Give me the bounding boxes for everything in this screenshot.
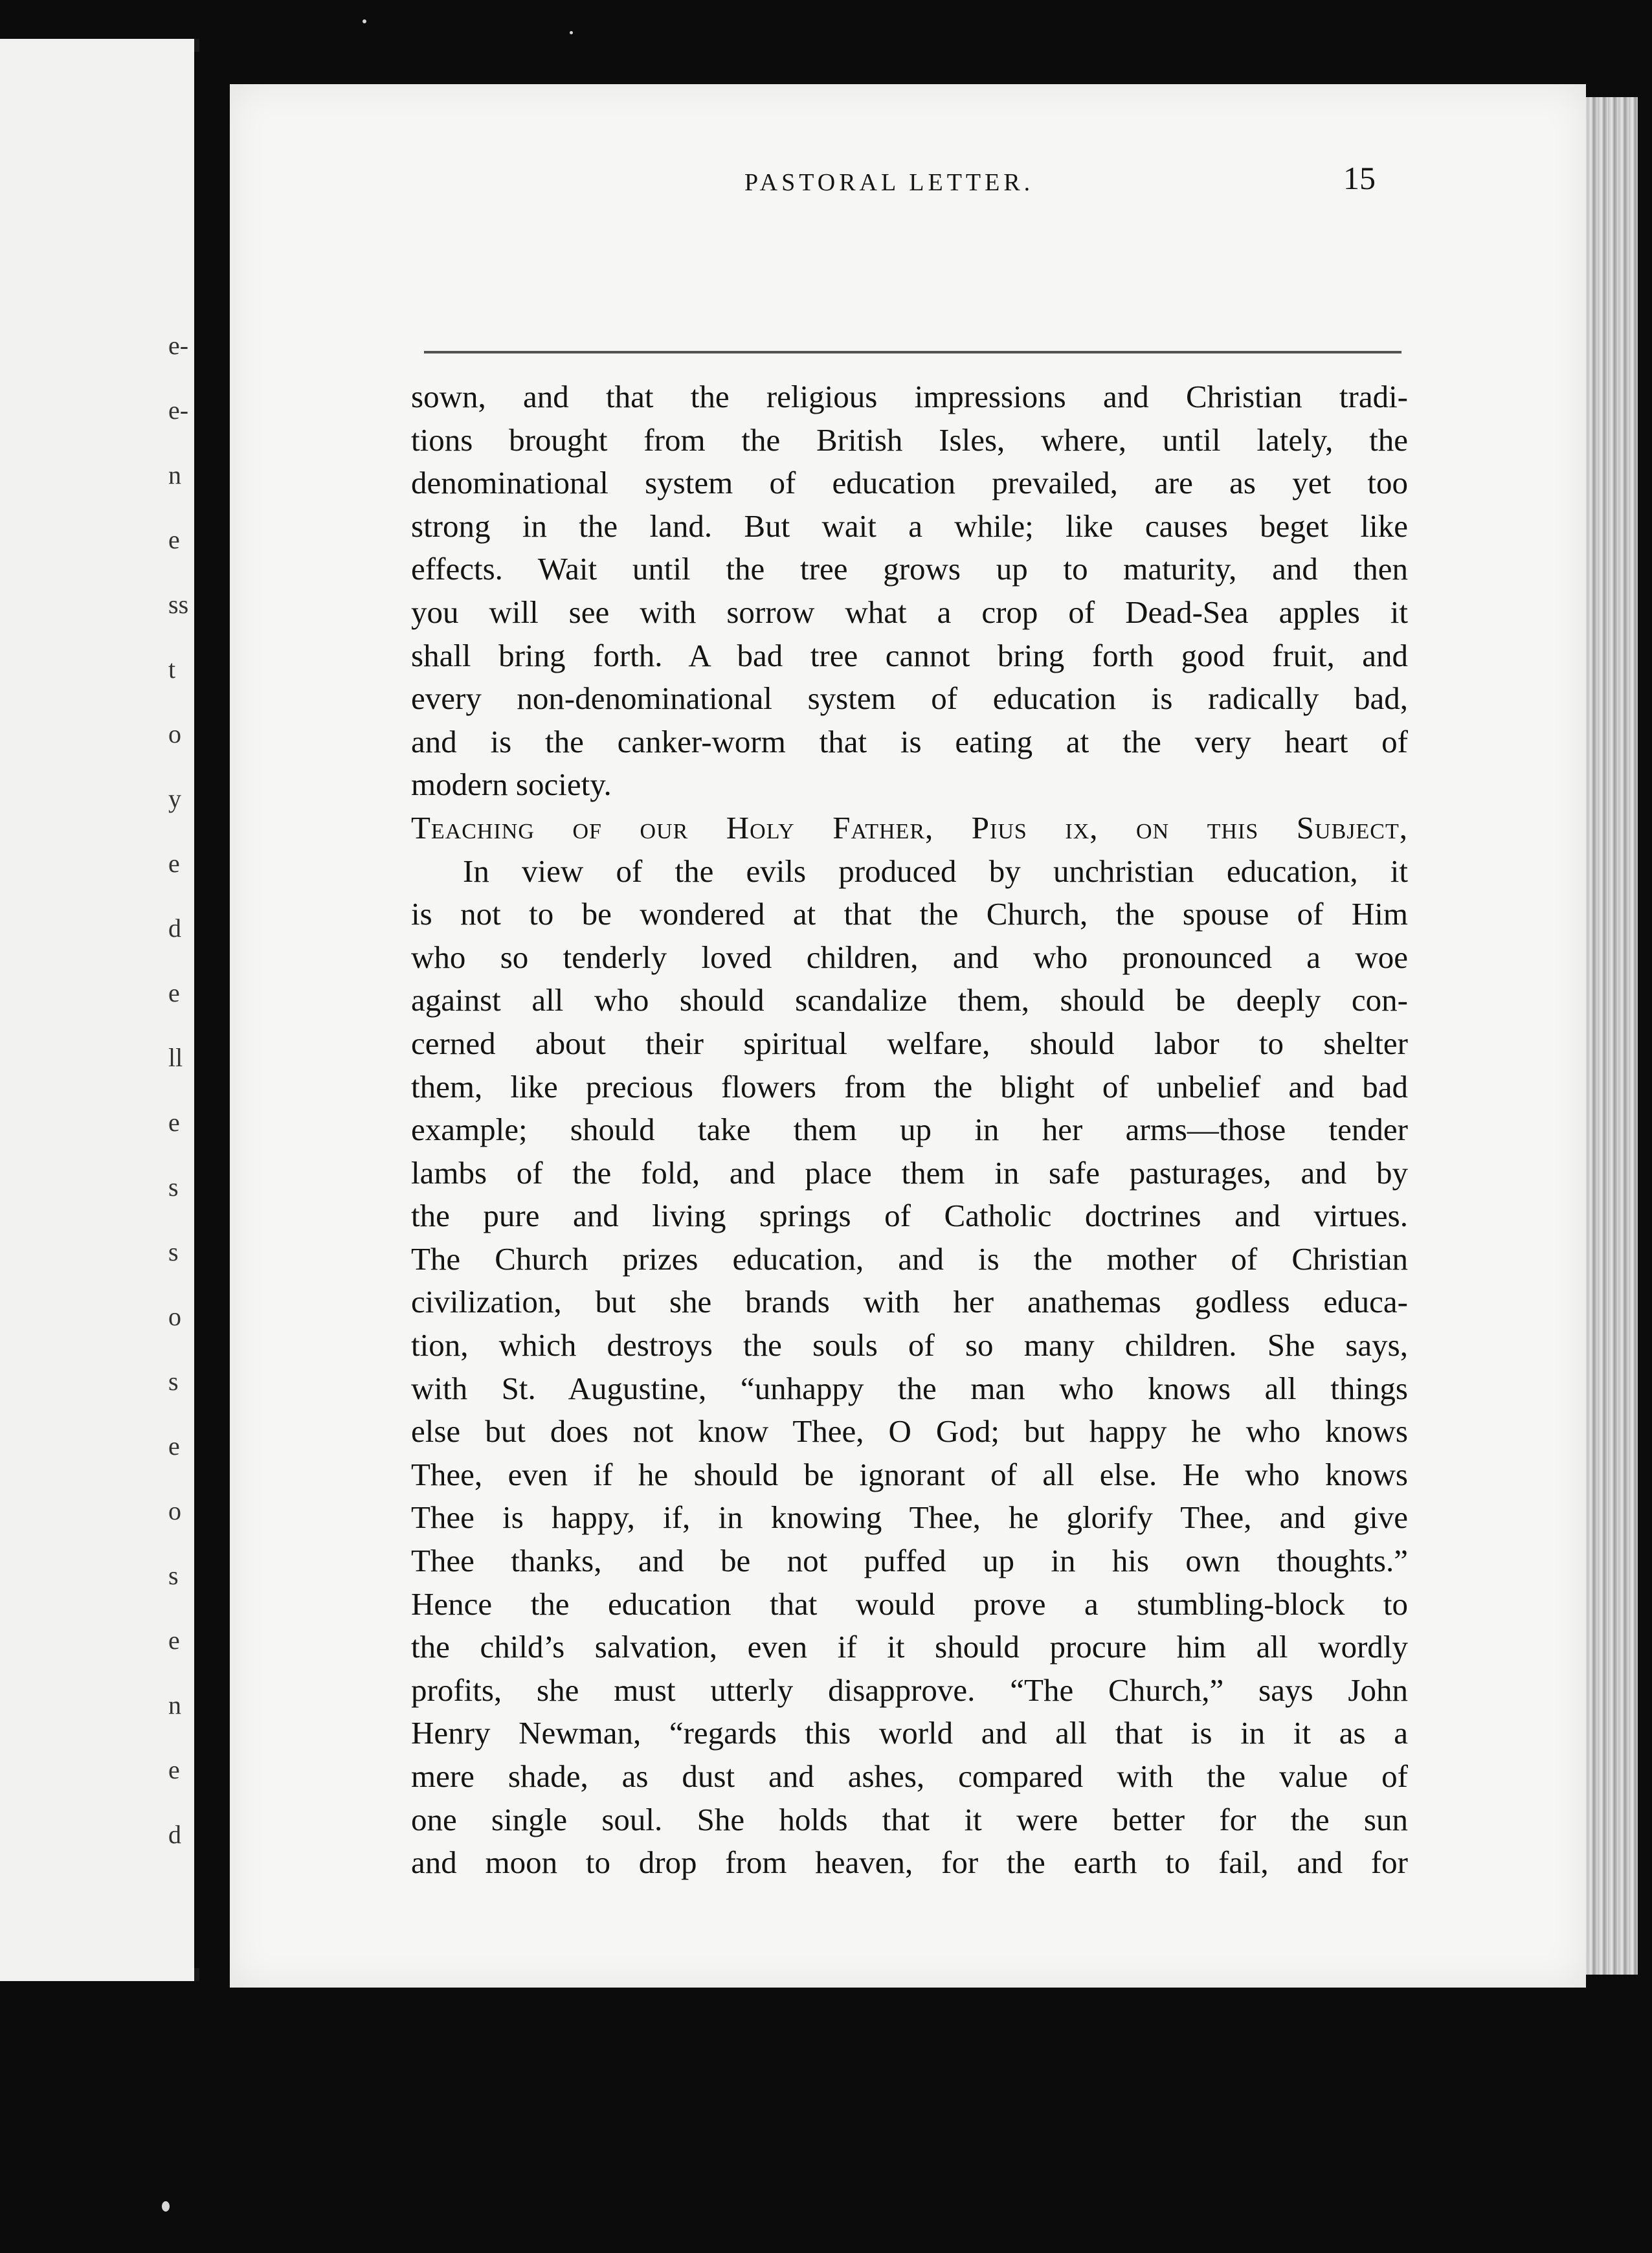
- text-line: you will see with sorrow what a crop of Dead-Sea apples it: [411, 594, 1408, 630]
- left-page-fragment: e: [168, 1431, 180, 1461]
- left-page-fragment: e: [168, 978, 180, 1007]
- left-page-fragment: e: [168, 849, 180, 878]
- left-page-fragment: t: [168, 655, 176, 684]
- text-line: In view of the evils produced by unchristian education, it: [463, 853, 1408, 889]
- left-page-fragment: o: [168, 1302, 181, 1331]
- text-line: Thee is happy, if, in knowing Thee, he glorify Thee, and give: [411, 1499, 1408, 1536]
- text-line: The Church prizes education, and is the mother of Christian: [411, 1240, 1408, 1277]
- text-line: sown, and that the religious impressions and Christian tradi-: [411, 379, 1408, 414]
- left-page-fragment: s: [168, 1367, 179, 1396]
- left-page-fragment: e-: [168, 396, 189, 425]
- header-rule: [424, 351, 1401, 353]
- left-page-fragment: e-: [168, 331, 189, 360]
- book-page: [230, 84, 1586, 1988]
- left-page-fragment: s: [168, 1237, 179, 1266]
- left-page-fragment: n: [168, 460, 181, 489]
- scan-speck: [162, 2201, 170, 2212]
- text-line: Henry Newman, “regards this world and all that is in it as a: [411, 1715, 1408, 1751]
- text-line: against all who should scandalize them, should be deeply con-: [411, 982, 1408, 1018]
- text-line: and moon to drop from heaven, for the earth to fail, and for: [411, 1844, 1408, 1881]
- section-heading: Teaching of our Holy Father, Pius ix, on this Subject,: [411, 809, 1408, 846]
- text-line: the pure and living springs of Catholic doctrines and virtues.: [411, 1198, 1408, 1234]
- text-line: and is the canker-worm that is eating at the very heart of: [411, 723, 1408, 759]
- scan-speck: [570, 31, 573, 34]
- text-line: mere shade, as dust and ashes, compared with the value of: [411, 1758, 1408, 1794]
- left-page-fragment: s: [168, 1561, 179, 1590]
- left-page-fragment: d: [168, 1820, 181, 1849]
- text-line: modern society.: [411, 767, 612, 803]
- text-line: profits, she must utterly disapprove. “The Church,” says John: [411, 1672, 1408, 1708]
- text-line: is not to be wondered at that the Church, the spouse of Him: [411, 896, 1408, 932]
- text-line: lambs of the fold, and place them in safe pasturages, and by: [411, 1154, 1408, 1191]
- text-line: civilization, but she brands with her anathemas godless educa-: [411, 1284, 1408, 1320]
- body-text: [411, 376, 1408, 1885]
- left-page-fragment: o: [168, 1496, 181, 1525]
- left-page-fragment: e: [168, 525, 180, 554]
- text-line: example; should take them up in her arms—those tender: [411, 1112, 1408, 1148]
- text-line: else but does not know Thee, O God; but happy he who knows: [411, 1413, 1408, 1450]
- left-page-fragment: y: [168, 784, 181, 813]
- previous-page-sliver: [0, 39, 199, 1981]
- book-gutter: [194, 52, 233, 1968]
- text-line: tion, which destroys the souls of so many children. She says,: [411, 1327, 1408, 1363]
- left-page-fragment: d: [168, 914, 181, 943]
- text-line: the child’s salvation, even if it should procure him all wordly: [411, 1629, 1408, 1665]
- text-line: Hence the education that would prove a stumbling-block to: [411, 1586, 1408, 1622]
- left-page-fragment: s: [168, 1172, 179, 1202]
- text-line: shall bring forth. A bad tree cannot bring forth good fruit, and: [411, 637, 1408, 673]
- left-page-fragment: ll: [168, 1043, 183, 1072]
- text-line: who so tenderly loved children, and who pronounced a woe: [411, 939, 1408, 975]
- left-page-fragment: e: [168, 1108, 180, 1137]
- text-line: effects. Wait until the tree grows up to maturity, and then: [411, 551, 1408, 587]
- text-line: every non-denominational system of education is radically bad,: [411, 680, 1408, 717]
- left-page-fragment: e: [168, 1626, 180, 1655]
- left-page-fragment: n: [168, 1690, 181, 1720]
- text-line: them, like precious flowers from the blight of unbelief and bad: [411, 1068, 1408, 1104]
- text-line: denominational system of education prevailed, are as yet too: [411, 465, 1408, 501]
- text-line: with St. Augustine, “unhappy the man who knows all things: [411, 1370, 1408, 1406]
- text-line: Thee, even if he should be ignorant of all else. He who knows: [411, 1456, 1408, 1492]
- left-page-fragment: ss: [168, 590, 189, 619]
- text-line: cerned about their spiritual welfare, should labor to shelter: [411, 1025, 1408, 1061]
- left-page-fragment: o: [168, 719, 181, 748]
- text-line: Thee thanks, and be not puffed up in his own thoughts.”: [411, 1543, 1408, 1579]
- scan-speck: [363, 19, 366, 23]
- page-number: 15: [1343, 160, 1376, 196]
- text-line: tions brought from the British Isles, where, until lately, the: [411, 421, 1408, 458]
- running-head-title: PASTORAL LETTER.: [744, 169, 1034, 196]
- text-line: one single soul. She holds that it were better for the sun: [411, 1801, 1408, 1837]
- left-page-fragment: e: [168, 1755, 180, 1784]
- text-line: strong in the land. But wait a while; like causes beget like: [411, 508, 1408, 544]
